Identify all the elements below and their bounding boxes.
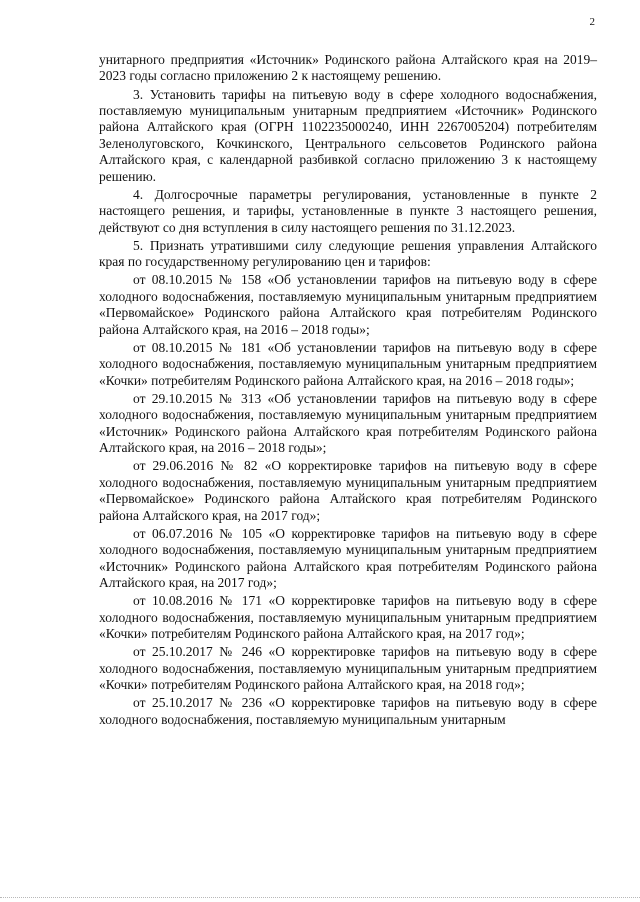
page-number: 2 — [589, 16, 595, 28]
repealed-decision-181: от 08.10.2015 № 181 «Об установлении тарифов на питьевую воду в сфере холодного водоснабжения, поставляемую муниципальным унитарным предприятием «Кочки» потребителям Родинского района Алтайского края, на 2016 – 2018 годы»; — [99, 339, 597, 388]
paragraph-continuation: унитарного предприятия «Источник» Родинского района Алтайского края на 2019–2023 годы согласно приложению 2 к настоящему решению. — [99, 52, 597, 84]
page-bottom-divider — [0, 897, 640, 898]
repealed-decision-246: от 25.10.2017 № 246 «О корректировке тарифов на питьевую воду в сфере холодного водоснабжения, поставляемую муниципальным унитарным предприятием «Кочки» потребителям Родинского района Алтайского края, на 2018 год»; — [99, 644, 597, 692]
paragraph-item-3: 3. Установить тарифы на питьевую воду в сфере холодного водоснабжения, поставляемую муниципальным унитарным предприятием «Источник» Родинского района Алтайского края (ОГРН 1102235000240, ИНН 2267005204) потребителям Зеленолуговского, Кочкинского, Центрального сельсоветов Родинского района Алтайского края, с календарной разбивкой согласно приложению 3 к настоящему решению. — [99, 86, 597, 184]
repealed-decision-313: от 29.10.2015 № 313 «Об установлении тарифов на питьевую воду в сфере холодного водоснабжения, поставляемую муниципальным унитарным предприятием «Источник» Родинского района Алтайского края потребителям Родинского района Алтайского края, на 2016 – 2018 годы»; — [99, 390, 597, 456]
repealed-decision-105: от 06.07.2016 № 105 «О корректировке тарифов на питьевую воду в сфере холодного водоснабжения, поставляемую муниципальным унитарным предприятием «Источник» Родинского района Алтайского края потребителям Родинского района Алтайского края, на 2017 год»; — [99, 525, 597, 590]
paragraph-item-4: 4. Долгосрочные параметры регулирования, установленные в пункте 2 настоящего решения, и тарифы, установленные в пункте 3 настоящего решения, действуют со дня вступления в силу настоящего решения по 31.12.2023. — [99, 186, 597, 235]
repealed-decision-171: от 10.08.2016 № 171 «О корректировке тарифов на питьевую воду в сфере холодного водоснабжения, поставляемую муниципальным унитарным предприятием «Кочки» потребителям Родинского района Алтайского края, на 2017 год»; — [99, 593, 597, 641]
repealed-decision-82: от 29.06.2016 № 82 «О корректировке тарифов на питьевую воду в сфере холодного водоснабжения, поставляемую муниципальным унитарным предприятием «Первомайское» Родинского района Алтайского края потребителям Родинского района Алтайского края, на 2017 год»; — [99, 458, 597, 523]
repealed-decision-158: от 08.10.2015 № 158 «Об установлении тарифов на питьевую воду в сфере холодного водоснабжения, поставляемую муниципальным унитарным предприятием «Первомайское» Родинского района Алтайского края потребителям Родинского района Алтайского края, на 2016 – 2018 годы»; — [99, 272, 597, 337]
document-body — [99, 52, 597, 730]
repealed-decision-236: от 25.10.2017 № 236 «О корректировке тарифов на питьевую воду в сфере холодного водоснабжения, поставляемую муниципальным унитарным — [99, 695, 597, 727]
paragraph-item-5: 5. Признать утратившими силу следующие решения управления Алтайского края по государственному регулированию цен и тарифов: — [99, 237, 597, 270]
